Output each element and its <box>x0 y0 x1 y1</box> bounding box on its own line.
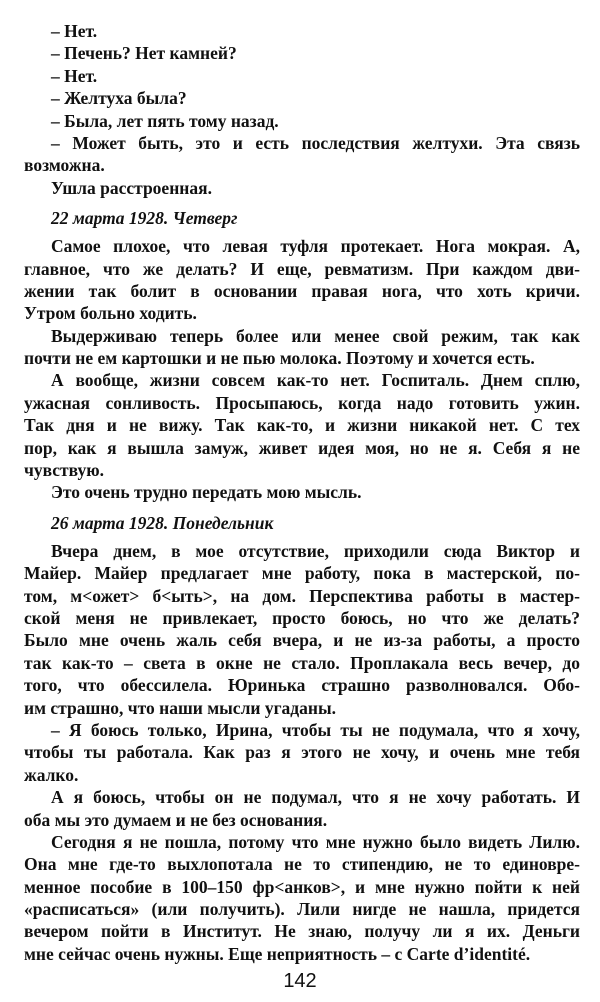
diary-entry-date-heading: 26 марта 1928. Понедельник <box>51 512 274 533</box>
paragraph <box>24 20 580 42</box>
text-line: – Нет. <box>51 65 98 86</box>
text-line: вечером пойти в Институт. Не знаю, получу ли я их. Деньги <box>24 921 580 942</box>
text-line: мне сейчас очень нужны. Еще неприятность – с Carte d’identité. <box>24 943 531 964</box>
paragraph <box>24 132 580 177</box>
text-line: жении так болит в основании правая нога, что хоть кричи. <box>24 280 580 301</box>
text-line: Выдерживаю теперь более или менее свой режим, так как <box>51 325 580 346</box>
text-line: Было мне очень жаль себя вчера, и не из-за работы, а просто <box>24 630 580 651</box>
page-text <box>24 20 580 965</box>
text-line: главное, что же делать? И еще, ревматизм. При каждом дви- <box>24 258 580 279</box>
paragraph <box>24 110 580 132</box>
text-line: А вообще, жизни совсем как-то нет. Госпиталь. Днем сплю, <box>51 370 580 391</box>
text-line: Ушла расстроенная. <box>51 177 212 198</box>
text-line: чтобы ты работала. Как раз я этого не хочу, и очень мне тебя <box>24 742 580 763</box>
text-line: Утром больно ходить. <box>24 303 197 324</box>
text-line: Майер. Майер предлагает мне работу, пока в мастерской, по- <box>24 563 580 584</box>
text-line: им страшно, что наши мысли угаданы. <box>24 697 337 718</box>
diary-entry-date-heading: 22 марта 1928. Четверг <box>51 208 238 229</box>
text-line: Так дня и не вижу. Так как-то, и жизни никакой нет. С тех <box>24 415 580 436</box>
paragraph <box>24 65 580 87</box>
text-line: Вчера днем, в мое отсутствие, приходили сюда Виктор и <box>51 540 580 561</box>
text-line: – Печень? Нет камней? <box>51 43 237 64</box>
text-line: – Может быть, это и есть последствия желтухи. Эта связь <box>51 132 580 153</box>
paragraph <box>24 42 580 64</box>
text-line: А я боюсь, чтобы он не подумал, что я не хочу работать. И <box>51 787 580 808</box>
text-line: того, что обессилела. Юринька страшно разволновался. Обо- <box>24 675 580 696</box>
text-line: – Нет. <box>51 21 98 41</box>
text-line: ужасная сонливость. Просыпаюсь, когда надо готовить ужин. <box>24 392 580 413</box>
text-line: том, м<ожет> б<ыть>, на дом. Перспектива работы в мастер- <box>24 585 580 606</box>
text-line: пор, как я вышла замуж, живет идея моя, но не я. Себя я не <box>24 437 580 458</box>
text-line: Это очень трудно передать мою мысль. <box>51 482 362 503</box>
paragraph <box>24 719 580 786</box>
text-line: – Была, лет пять тому назад. <box>51 110 279 131</box>
text-line: оба мы это думаем и не без основания. <box>24 809 328 830</box>
paragraph <box>24 481 580 503</box>
text-line: «расписаться» (или получить). Лили нигде не нашла, придется <box>24 899 580 920</box>
text-line: менное пособие в 100–150 фр<анков>, и мне нужно пойти к ней <box>24 876 580 897</box>
paragraph <box>24 369 580 481</box>
text-line: так как-то – света в окне не стало. Проплакала весь вечер, до <box>24 652 580 673</box>
text-line: – Желтуха была? <box>51 88 187 109</box>
paragraph <box>24 325 580 370</box>
text-line: – Я боюсь только, Ирина, чтобы ты не подумала, что я хочу, <box>51 719 580 740</box>
paragraph <box>24 87 580 109</box>
text-line: возможна. <box>24 155 105 176</box>
paragraph <box>24 540 580 719</box>
text-line: ской меня не привлекает, просто боюсь, но что же делать? <box>24 607 580 628</box>
page-number: 142 <box>283 970 317 992</box>
paragraph <box>24 235 580 325</box>
text-line: почти не ем картошки и не пью молока. Поэтому и хочется есть. <box>24 348 535 369</box>
paragraph <box>24 831 580 965</box>
text-line: Самое плохое, что левая туфля протекает. Нога мокрая. А, <box>51 236 580 257</box>
text-line: Она мне где-то выхлопотала не то стипендию, не то единовре- <box>24 854 580 875</box>
paragraph <box>24 177 580 199</box>
text-line: Сегодня я не пошла, потому что мне нужно было видеть Лилю. <box>51 831 580 852</box>
text-line: чувствую. <box>24 460 104 481</box>
text-line: жалко. <box>24 764 79 785</box>
paragraph <box>24 786 580 831</box>
